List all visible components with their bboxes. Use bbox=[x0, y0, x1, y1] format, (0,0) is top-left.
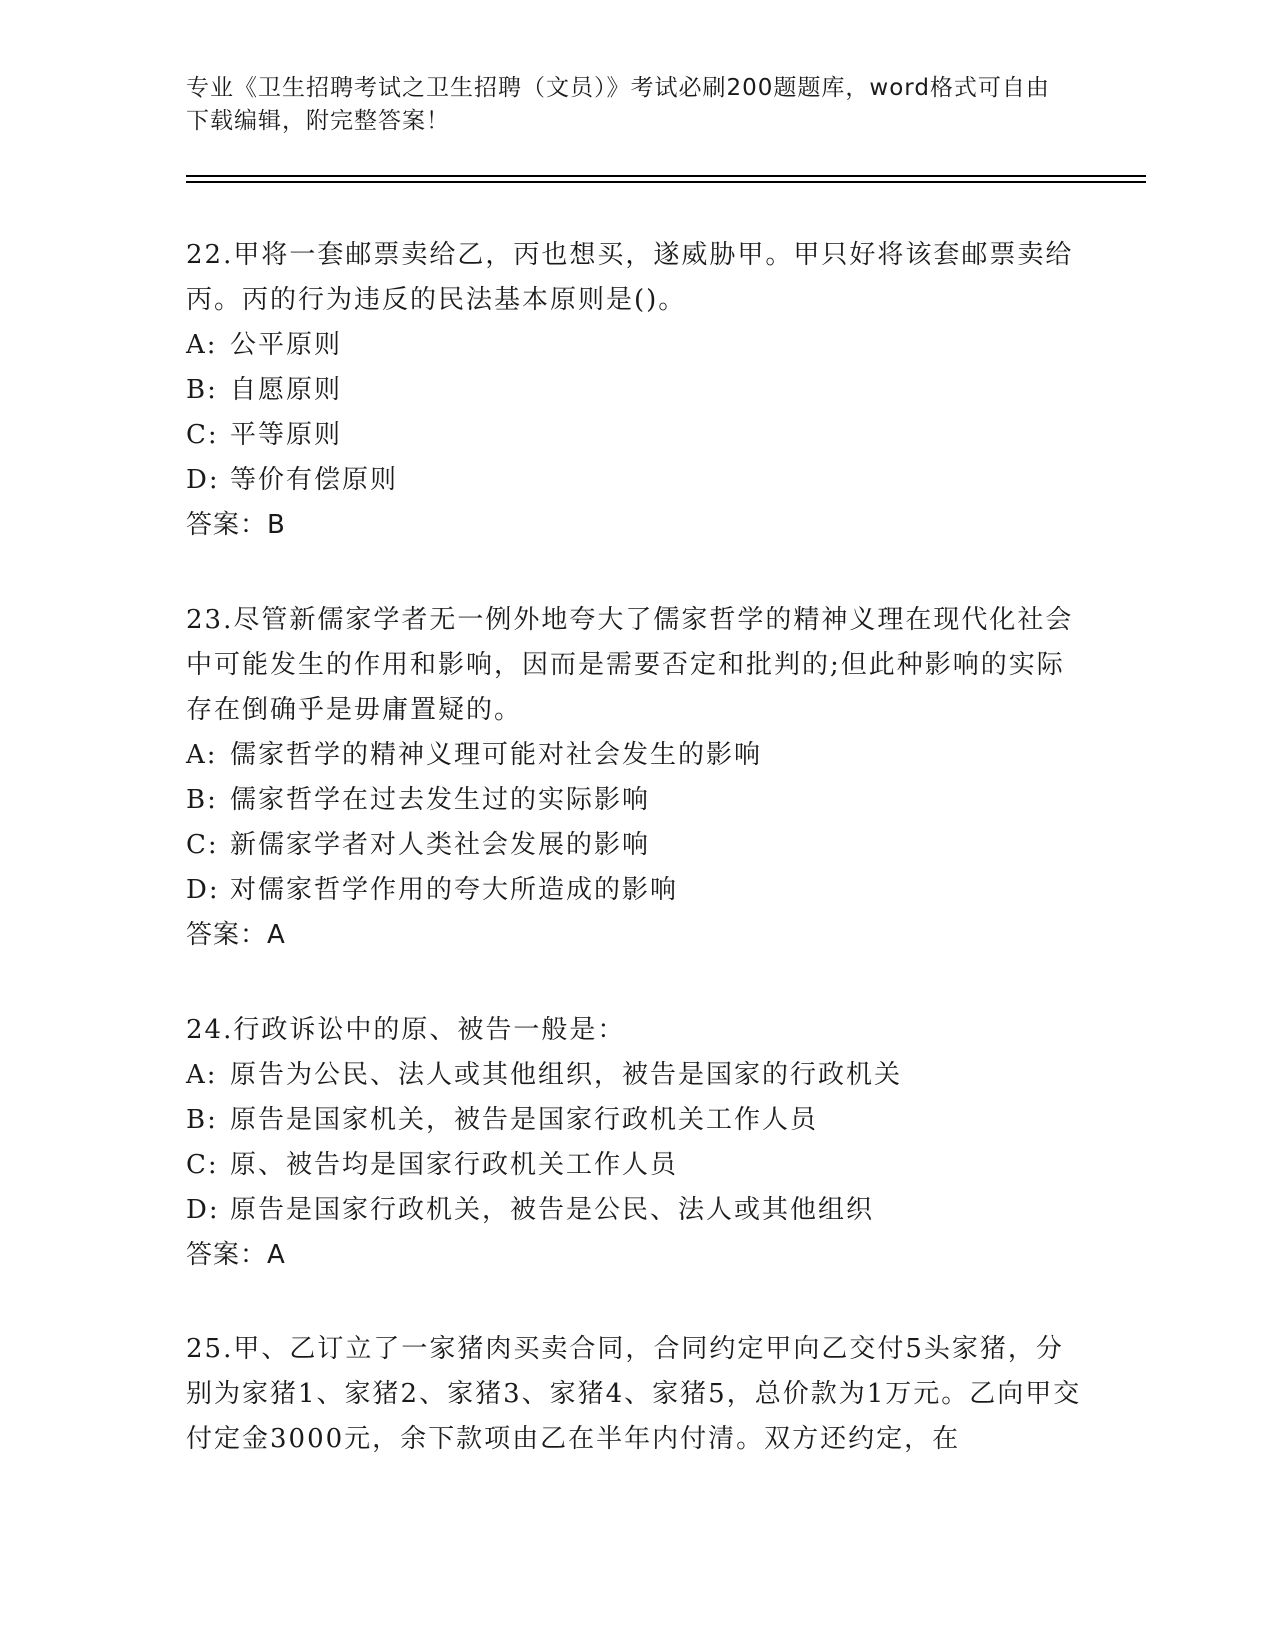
option-a bbox=[186, 733, 1086, 778]
option-b bbox=[186, 778, 1086, 823]
option-a bbox=[186, 323, 1086, 368]
option-key: A: bbox=[186, 1060, 218, 1090]
option-c bbox=[186, 823, 1086, 868]
option-d bbox=[186, 868, 1086, 913]
option-key: C: bbox=[186, 420, 219, 450]
option-text: 儒家哲学在过去发生过的实际影响 bbox=[230, 785, 651, 815]
answer: 答案：A bbox=[186, 1240, 286, 1270]
option-text: 原告为公民、法人或其他组织，被告是国家的行政机关 bbox=[230, 1060, 903, 1090]
option-a bbox=[186, 1053, 1086, 1098]
option-key: C: bbox=[186, 830, 219, 860]
option-key: B: bbox=[186, 375, 218, 405]
option-text: 自愿原则 bbox=[230, 375, 343, 405]
option-text: 公平原则 bbox=[230, 330, 343, 360]
question-23 bbox=[186, 598, 1086, 958]
document-title: 专业《卫生招聘考试之卫生招聘（文员）》考试必刷200题题库，word格式可自由下载编辑，附完整答案！ bbox=[186, 75, 1050, 134]
option-text: 新儒家学者对人类社会发展的影响 bbox=[230, 830, 651, 860]
option-key: B: bbox=[186, 785, 218, 815]
option-key: A: bbox=[186, 740, 218, 770]
option-text: 儒家哲学的精神义理可能对社会发生的影响 bbox=[230, 740, 763, 770]
answer: 答案：A bbox=[186, 920, 286, 950]
answer: 答案：B bbox=[186, 510, 286, 540]
question-24 bbox=[186, 1008, 1086, 1278]
question-stem: 22.甲将一套邮票卖给乙，丙也想买，遂威胁甲。甲只好将该套邮票卖给丙。丙的行为违反的民法基本原则是()。 bbox=[186, 240, 1074, 315]
question-25 bbox=[186, 1327, 1086, 1462]
option-b bbox=[186, 368, 1086, 413]
option-d bbox=[186, 458, 1086, 503]
option-text: 平等原则 bbox=[230, 420, 343, 450]
option-text: 原告是国家机关，被告是国家行政机关工作人员 bbox=[230, 1105, 819, 1135]
option-key: D: bbox=[186, 875, 220, 905]
question-stem: 23.尽管新儒家学者无一例外地夸大了儒家哲学的精神义理在现代化社会中可能发生的作用和影响，因而是需要否定和批判的;但此种影响的实际存在倒确乎是毋庸置疑的。 bbox=[186, 605, 1074, 725]
option-key: C: bbox=[186, 1150, 219, 1180]
option-text: 原、被告均是国家行政机关工作人员 bbox=[230, 1150, 679, 1180]
option-key: A: bbox=[186, 330, 218, 360]
question-stem: 24.行政诉讼中的原、被告一般是： bbox=[186, 1015, 626, 1045]
option-d bbox=[186, 1188, 1086, 1233]
header-divider-bottom bbox=[186, 181, 1146, 183]
option-c bbox=[186, 413, 1086, 458]
option-key: D: bbox=[186, 1195, 220, 1225]
document-header bbox=[186, 72, 1066, 138]
question-22 bbox=[186, 233, 1086, 548]
option-c bbox=[186, 1143, 1086, 1188]
option-text: 原告是国家行政机关，被告是公民、法人或其他组织 bbox=[230, 1195, 875, 1225]
option-key: D: bbox=[186, 465, 220, 495]
option-key: B: bbox=[186, 1105, 218, 1135]
option-b bbox=[186, 1098, 1086, 1143]
question-stem: 25.甲、乙订立了一家猪肉买卖合同，合同约定甲向乙交付5头家猪，分别为家猪1、家猪2、家猪3、家猪4、家猪5，总价款为1万元。乙向甲交付定金3000元，余下款项由乙在半年内付清。双方还约定，在 bbox=[186, 1334, 1082, 1454]
header-divider-top bbox=[186, 175, 1146, 177]
option-text: 对儒家哲学作用的夸大所造成的影响 bbox=[230, 875, 679, 905]
option-text: 等价有偿原则 bbox=[230, 465, 399, 495]
